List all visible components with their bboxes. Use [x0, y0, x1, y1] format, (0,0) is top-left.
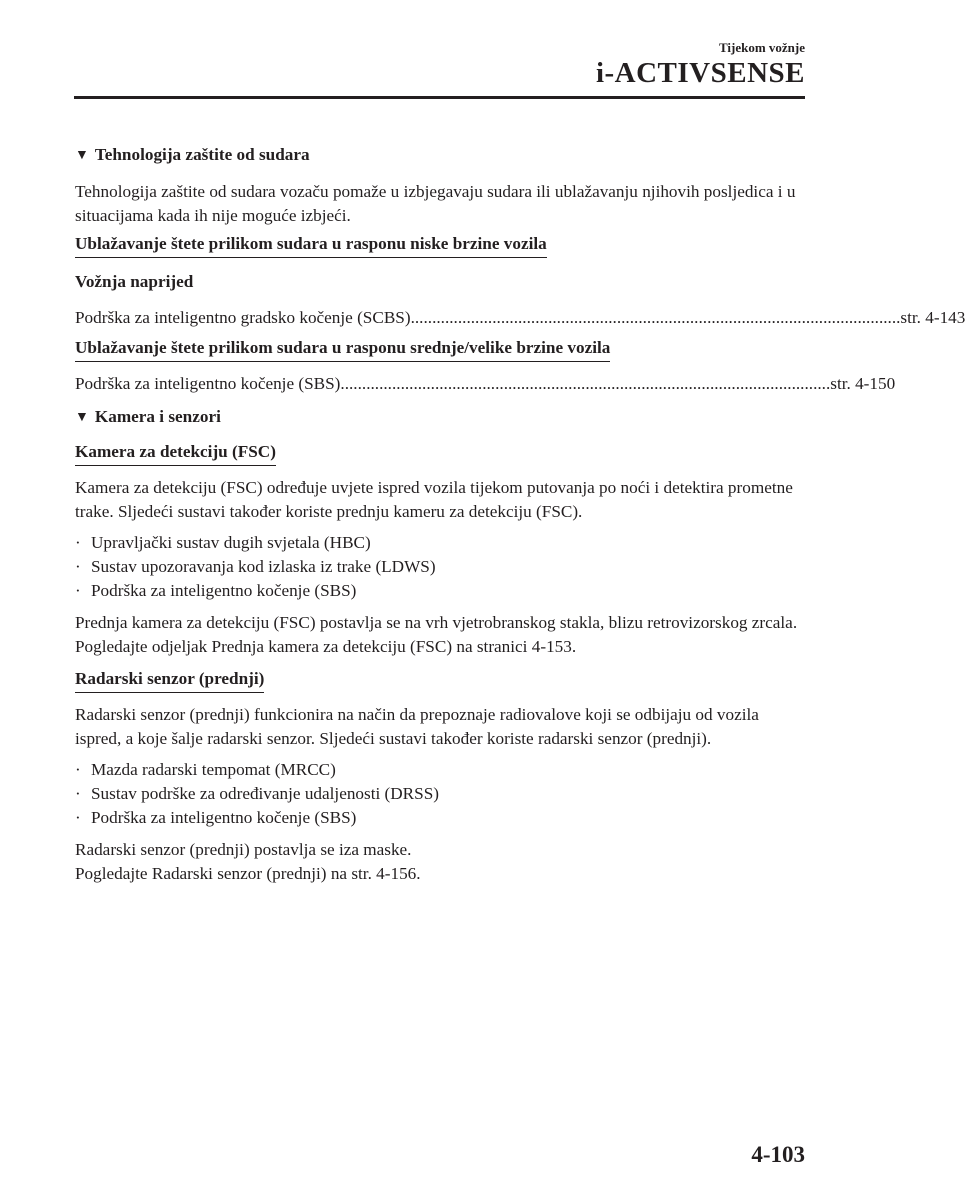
list-item: · Mazda radarski tempomat (MRCC): [75, 760, 336, 779]
page-header-section: Tijekom vožnje: [718, 40, 805, 55]
page-header-chapter: i-ACTIVSENSE: [595, 57, 805, 89]
radar-heading: Radarski senzor (prednji): [75, 667, 264, 693]
scbs-text: Podrška za inteligentno gradsko kočenje (SCBS): [75, 308, 411, 327]
sbs-ref: Podrška za inteligentno kočenje (SBS).................................................................................................................. str. 4-150: [75, 372, 807, 396]
section-title-text: Kamera i senzori: [94, 407, 221, 426]
scbs-ref: Podrška za inteligentno gradsko kočenje (SCBS).................................................................................................................. str. 4-143: [75, 306, 807, 330]
page-number: 4-103: [751, 1142, 805, 1167]
radar-description: Radarski senzor (prednji) funkcionira na način da prepoznaje radiovalove koji se odbijaju od vozila ispred, a koje šalje radarski senzor. Sljedeći sustavi također koriste radarski senzor (prednji).: [75, 705, 759, 748]
fsc-description: Kamera za detekciju (FSC) određuje uvjete ispred vozila tijekom putovanja po noći i detektira prometne trake. Sljedeći sustavi također koriste prednju kameru za detekciju (FSC).: [75, 478, 793, 521]
list-item: · Sustav upozoravanja kod izlaska iz trake (LDWS): [75, 557, 436, 576]
section-title-sensors: [75, 402, 807, 432]
scbs-page-link[interactable]: str. 4-143: [900, 308, 965, 327]
triangle-down-icon: ▼: [75, 148, 89, 163]
forward-label: Vožnja naprijed: [75, 272, 194, 291]
fsc-install: Prednja kamera za detekciju (FSC) postavlja se na vrh vjetrobranskog stakla, blizu retrovizorskog zrcala.: [75, 613, 798, 632]
radar-systems-list: [75, 758, 807, 830]
list-item: · Podrška za inteligentno kočenje (SBS): [75, 808, 357, 827]
header-rule: [74, 96, 805, 99]
radar-reference: Pogledajte Radarski senzor (prednji) na str. 4-156.: [75, 864, 421, 883]
fsc-reference: Pogledajte odjeljak Prednja kamera za detekciju (FSC) na stranici 4-153.: [75, 637, 577, 656]
mid-speed-heading: Ublažavanje štete prilikom sudara u rasponu srednje/velike brzine vozila: [75, 336, 610, 362]
sbs-page-link[interactable]: str. 4-150: [830, 374, 896, 393]
section-title-collision: [75, 140, 807, 170]
list-item: · Upravljački sustav dugih svjetala (HBC): [75, 533, 371, 552]
list-item: · Sustav podrške za određivanje udaljenosti (DRSS): [75, 784, 439, 803]
low-speed-heading: Ublažavanje štete prilikom sudara u rasponu niske brzine vozila: [75, 232, 547, 258]
collision-intro: Tehnologija zaštite od sudara vozaču pomaže u izbjegavaju sudara ili ublažavanju njihovih posljedica i u situacijama kada ih nije moguće izbjeći.: [75, 182, 796, 225]
radar-install: Radarski senzor (prednji) postavlja se iza maske.: [75, 840, 412, 859]
fsc-heading: Kamera za detekciju (FSC): [75, 440, 276, 466]
triangle-down-icon: ▼: [75, 410, 89, 425]
section-title-text: Tehnologija zaštite od sudara: [94, 145, 310, 164]
page-body: [75, 140, 965, 886]
fsc-systems-list: [75, 531, 807, 603]
sbs-text: Podrška za inteligentno kočenje (SBS): [75, 374, 341, 393]
list-item: · Podrška za inteligentno kočenje (SBS): [75, 581, 357, 600]
